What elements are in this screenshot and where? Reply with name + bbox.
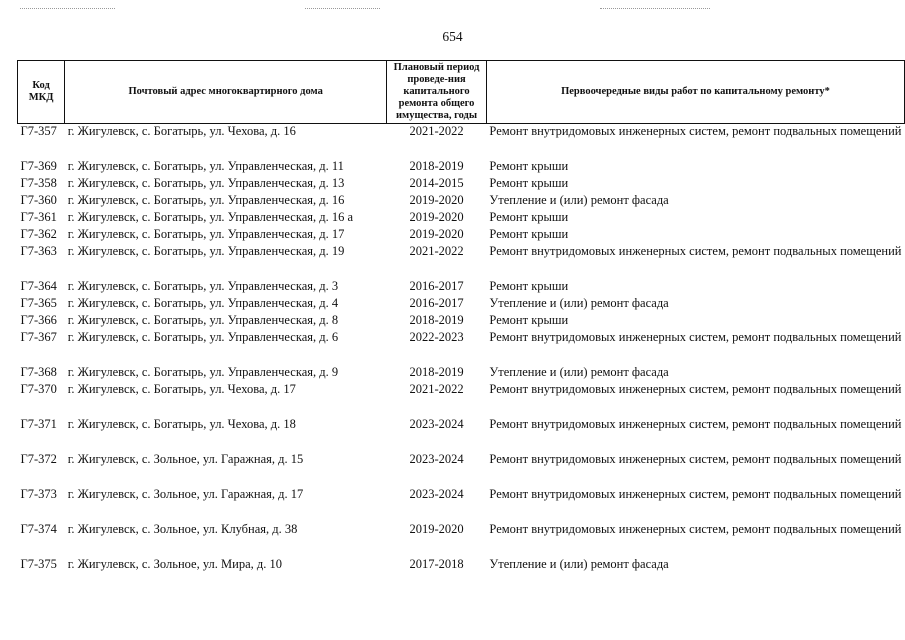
cell-address: г. Жигулевск, с. Богатырь, ул. Управленческая, д. 19 bbox=[67, 244, 345, 258]
cell-period: 2023-2024 bbox=[409, 452, 464, 466]
cell-address: г. Жигулевск, с. Зольное, ул. Мира, д. 10 bbox=[67, 557, 282, 571]
cell-code: Г7-370 bbox=[20, 382, 57, 396]
cell-code: Г7-364 bbox=[20, 279, 57, 293]
table-row bbox=[18, 296, 905, 313]
cell-address: г. Жигулевск, с. Богатырь, ул. Управленческая, д. 17 bbox=[67, 227, 345, 241]
table-row bbox=[18, 365, 905, 382]
table-row bbox=[18, 452, 905, 487]
cell-works: Ремонт крыши bbox=[489, 313, 569, 327]
cell-period: 2022-2023 bbox=[409, 330, 464, 344]
cell-works: Ремонт внутридомовых инженерных систем, ремонт подвальных помещений bbox=[489, 124, 902, 138]
cell-period: 2018-2019 bbox=[409, 365, 464, 379]
cell-address: г. Жигулевск, с. Богатырь, ул. Управленческая, д. 13 bbox=[67, 176, 345, 190]
cell-works: Ремонт внутридомовых инженерных систем, ремонт подвальных помещений bbox=[489, 244, 902, 258]
cell-address: г. Жигулевск, с. Богатырь, ул. Управленческая, д. 9 bbox=[67, 365, 339, 379]
cell-code: Г7-371 bbox=[20, 417, 57, 431]
cell-code: Г7-360 bbox=[20, 193, 57, 207]
table-row bbox=[18, 330, 905, 365]
cell-period: 2018-2019 bbox=[409, 313, 464, 327]
cell-code: Г7-365 bbox=[20, 296, 57, 310]
table-row bbox=[18, 193, 905, 210]
cell-period: 2019-2020 bbox=[409, 227, 464, 241]
table-row bbox=[18, 124, 905, 160]
cell-code: Г7-374 bbox=[20, 522, 57, 536]
cell-works: Утепление и (или) ремонт фасада bbox=[489, 557, 669, 571]
header-code: Код МКД bbox=[18, 61, 65, 124]
cell-code: Г7-375 bbox=[20, 557, 57, 571]
cell-address: г. Жигулевск, с. Богатырь, ул. Управленческая, д. 16 bbox=[67, 193, 345, 207]
cell-address: г. Жигулевск, с. Богатырь, ул. Чехова, д. 16 bbox=[67, 124, 296, 138]
cell-works: Ремонт внутридомовых инженерных систем, ремонт подвальных помещений bbox=[489, 330, 902, 344]
cell-period: 2017-2018 bbox=[409, 557, 464, 571]
cell-period: 2021-2022 bbox=[409, 382, 464, 396]
cell-code: Г7-372 bbox=[20, 452, 57, 466]
table-row bbox=[18, 159, 905, 176]
header-period: Плановый период проведе-ния капитального ремонта общего имущества, годы bbox=[387, 61, 487, 124]
cell-code: Г7-361 bbox=[20, 210, 57, 224]
cell-works: Утепление и (или) ремонт фасада bbox=[489, 193, 669, 207]
cell-code: Г7-369 bbox=[20, 159, 57, 173]
cell-address: г. Жигулевск, с. Богатырь, ул. Управленческая, д. 16 а bbox=[67, 210, 354, 224]
cell-period: 2019-2020 bbox=[409, 193, 464, 207]
cell-code: Г7-368 bbox=[20, 365, 57, 379]
cell-address: г. Жигулевск, с. Богатырь, ул. Управленческая, д. 4 bbox=[67, 296, 339, 310]
cell-period: 2014-2015 bbox=[409, 176, 464, 190]
cell-code: Г7-358 bbox=[20, 176, 57, 190]
cell-address: г. Жигулевск, с. Богатырь, ул. Чехова, д. 18 bbox=[67, 417, 296, 431]
cell-period: 2021-2022 bbox=[409, 124, 464, 138]
cell-code: Г7-357 bbox=[20, 124, 57, 138]
table-row bbox=[18, 227, 905, 244]
cell-address: г. Жигулевск, с. Богатырь, ул. Чехова, д. 17 bbox=[67, 382, 296, 396]
repair-schedule-table bbox=[17, 60, 905, 574]
cell-period: 2023-2024 bbox=[409, 417, 464, 431]
header-works: Первоочередные виды работ по капитальному ремонту* bbox=[486, 61, 904, 124]
cell-works: Ремонт крыши bbox=[489, 159, 569, 173]
cell-address: г. Жигулевск, с. Зольное, ул. Гаражная, д. 15 bbox=[67, 452, 304, 466]
header-address: Почтовый адрес многоквартирного дома bbox=[65, 61, 387, 124]
cell-works: Утепление и (или) ремонт фасада bbox=[489, 296, 669, 310]
cell-period: 2018-2019 bbox=[409, 159, 464, 173]
cell-works: Ремонт крыши bbox=[489, 227, 569, 241]
page-number: 654 bbox=[442, 29, 463, 44]
cell-works: Ремонт крыши bbox=[489, 176, 569, 190]
cell-code: Г7-362 bbox=[20, 227, 57, 241]
scan-top-marks bbox=[0, 8, 905, 14]
table-row bbox=[18, 176, 905, 193]
cell-code: Г7-363 bbox=[20, 244, 57, 258]
table-header-row bbox=[18, 61, 905, 124]
cell-period: 2019-2020 bbox=[409, 522, 464, 536]
cell-address: г. Жигулевск, с. Зольное, ул. Клубная, д. 38 bbox=[67, 522, 298, 536]
cell-works: Ремонт крыши bbox=[489, 210, 569, 224]
cell-period: 2016-2017 bbox=[409, 296, 464, 310]
cell-address: г. Жигулевск, с. Богатырь, ул. Управленческая, д. 3 bbox=[67, 279, 339, 293]
cell-code: Г7-366 bbox=[20, 313, 57, 327]
cell-works: Ремонт внутридомовых инженерных систем, ремонт подвальных помещений bbox=[489, 522, 902, 536]
cell-period: 2021-2022 bbox=[409, 244, 464, 258]
table-row bbox=[18, 382, 905, 417]
table-row bbox=[18, 487, 905, 522]
cell-code: Г7-373 bbox=[20, 487, 57, 501]
cell-works: Утепление и (или) ремонт фасада bbox=[489, 365, 669, 379]
table-row bbox=[18, 244, 905, 279]
cell-works: Ремонт внутридомовых инженерных систем, ремонт подвальных помещений bbox=[489, 487, 902, 501]
table-row bbox=[18, 210, 905, 227]
cell-period: 2016-2017 bbox=[409, 279, 464, 293]
cell-address: г. Жигулевск, с. Богатырь, ул. Управленческая, д. 8 bbox=[67, 313, 339, 327]
table-row bbox=[18, 279, 905, 296]
table-row bbox=[18, 557, 905, 574]
cell-works: Ремонт внутридомовых инженерных систем, ремонт подвальных помещений bbox=[489, 452, 902, 466]
table-row bbox=[18, 313, 905, 330]
cell-address: г. Жигулевск, с. Богатырь, ул. Управленческая, д. 6 bbox=[67, 330, 339, 344]
cell-works: Ремонт крыши bbox=[489, 279, 569, 293]
cell-works: Ремонт внутридомовых инженерных систем, ремонт подвальных помещений bbox=[489, 417, 902, 431]
cell-address: г. Жигулевск, с. Богатырь, ул. Управленческая, д. 11 bbox=[67, 159, 344, 173]
cell-code: Г7-367 bbox=[20, 330, 57, 344]
cell-period: 2023-2024 bbox=[409, 487, 464, 501]
cell-works: Ремонт внутридомовых инженерных систем, ремонт подвальных помещений bbox=[489, 382, 902, 396]
cell-address: г. Жигулевск, с. Зольное, ул. Гаражная, д. 17 bbox=[67, 487, 304, 501]
cell-period: 2019-2020 bbox=[409, 210, 464, 224]
table-row bbox=[18, 417, 905, 452]
table-row bbox=[18, 522, 905, 557]
